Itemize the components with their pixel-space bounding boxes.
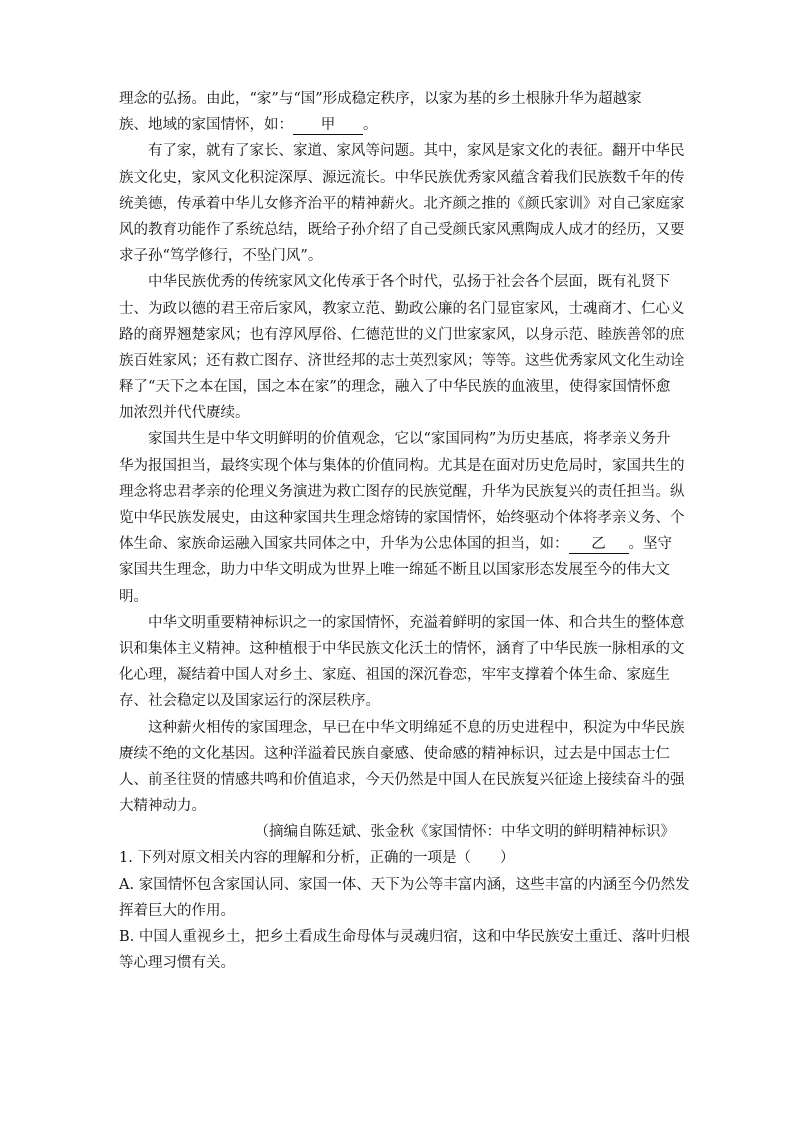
- paragraph3-line: 族百姓家风；还有救亡图存、济世经邦的志士英烈家风；等等。这些优秀家风文化生动诠: [119, 352, 685, 369]
- paragraph3-line: 释了“天下之本在国，国之本在家”的理念，融入了中华民族的血液里，使得家国情怀愈: [119, 379, 671, 396]
- paragraph1-line2-before: 族、地域的家国情怀，如：: [119, 117, 293, 134]
- blank-yi: 乙: [569, 535, 629, 554]
- paragraph1-line2-after: 。: [363, 117, 378, 134]
- paragraph4-line5: [119, 531, 675, 557]
- question1-option-b-continued: 等心理习惯有关。: [119, 955, 235, 972]
- paragraph4-line: 家国共生是中华文明鲜明的价值观念，它以“家国同构”为历史基底，将孝亲义务升: [148, 431, 671, 448]
- paragraph3-line: 路的商界翘楚家风；也有淳风厚俗、仁德范世的义门世家家风，以身示范、睦族善邻的庶: [119, 326, 685, 343]
- paragraph1-line2: [119, 112, 675, 138]
- paragraph2-line: 统美德，传承着中华儿女修齐治平的精神薪火。北齐颜之推的《颜氏家训》对自己家庭家: [119, 195, 685, 212]
- paragraph5-line: 存、社会稳定以及国家运行的深层秩序。: [119, 693, 380, 710]
- paragraph6-line: 大精神动力。: [119, 798, 206, 815]
- document-page: [119, 86, 690, 976]
- paragraph4-line5-before: 体生命、家族命运融入国家共同体之中，升华为公忠体国的担当，如：: [119, 536, 569, 553]
- paragraph4-line: 华为报国担当，最终实现个体与集体的价值同构。尤其是在面对历史危局时，家国共生的: [119, 457, 685, 474]
- paragraph2-line: 风的教育功能作了系统总结，既给子孙介绍了自己受颜氏家风熏陶成人成才的经历，又要: [119, 221, 685, 238]
- paragraph4-line5-after: 。坚守: [628, 536, 672, 553]
- source-citation: （摘编自陈廷斌、张金秋《家国情怀：中华文明的鲜明精神标识》: [254, 824, 675, 841]
- question1-option-a-continued: 挥着巨大的作用。: [119, 902, 235, 919]
- question1-stem: 1. 下列对原文相关内容的理解和分析，正确的一项是（ ）: [119, 850, 515, 867]
- paragraph3-line: 士、为政以德的君王帝后家风，教家立范、勤政公廉的名门显宦家风，士魂商才、仁心义: [119, 300, 685, 317]
- paragraph4-line: 家国共生理念，助力中华文明成为世界上唯一绵延不断且以国家形态发展至今的伟大文: [119, 562, 670, 579]
- paragraph1-line1: 理念的弘扬。由此，“家”与“国”形成稳定秩序，以家为基的乡土根脉升华为超越家: [119, 91, 642, 107]
- paragraph5-line: 识和集体主义精神。这种植根于中华民族文化沃土的情怀，涵育了中华民族一脉相承的文: [119, 640, 685, 657]
- blank-jia: 甲: [293, 116, 363, 135]
- paragraph2-line: 族文化史，家风文化积淀深厚、源远流长。中华民族优秀家风蕴含着我们民族数千年的传: [119, 169, 685, 186]
- paragraph6-line: 赓续不绝的文化基因。这种洋溢着民族自豪感、使命感的精神标识，过去是中国志士仁: [119, 745, 670, 762]
- paragraph6-line: 这种薪火相传的家国理念，早已在中华文明绵延不息的历史进程中，积淀为中华民族: [148, 719, 685, 736]
- paragraph4-line: 览中华民族发展史，由这种家国共生理念熔铸的家国情怀，始终驱动个体将孝亲义务、个: [119, 510, 685, 526]
- paragraph2-line: 求子孙“笃学修行，不坠门风”。: [119, 248, 323, 265]
- paragraph5-line: 中华文明重要精神标识之一的家国情怀，充溢着鲜明的家国一体、和合共生的整体意: [148, 614, 685, 631]
- paragraph4-line: 明。: [119, 588, 148, 605]
- paragraph2-line: 有了家，就有了家长、家道、家风等问题。其中，家风是家文化的表征。翻开中华民: [148, 143, 685, 160]
- paragraph3-line: 中华民族优秀的传统家风文化传承于各个时代，弘扬于社会各个层面，既有礼贤下: [148, 274, 670, 291]
- paragraph4-line: 理念将忠君孝亲的伦理义务演进为救亡图存的民族觉醒，升华为民族复兴的责任担当。纵: [119, 483, 685, 500]
- paragraph3-line: 加浓烈并代代赓续。: [119, 405, 250, 422]
- paragraph5-line: 化心理，凝结着中国人对乡土、家庭、祖国的深沉眷恋，牢牢支撑着个体生命、家庭生: [119, 667, 670, 684]
- question1-option-b: B. 中国人重视乡土，把乡土看成生命母体与灵魂归宿，这和中华民族安土重迁、落叶归根: [119, 929, 690, 945]
- paragraph6-line: 人、前圣往贤的情感共鸣和价值追求，今天仍然是中国人在民族复兴征途上接续奋斗的强: [119, 771, 685, 788]
- question1-option-a: A. 家国情怀包含家国认同、家国一体、天下为公等丰富内涵，这些丰富的内涵至今仍然发: [119, 876, 690, 893]
